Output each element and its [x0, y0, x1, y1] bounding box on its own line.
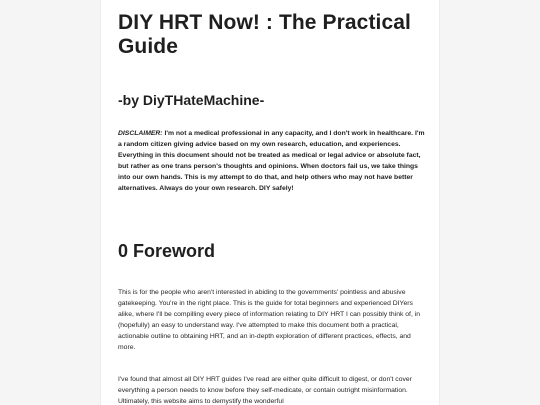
- disclaimer-paragraph: [118, 129, 428, 194]
- foreword-paragraph-2: I've found that almost all DIY HRT guides I've read are either quite difficult to digest, or don't cover everything a person needs to know before they self-medicate, or contain outright misinformation. Ultimately, this website aims to demystify the wonderful: [118, 376, 412, 405]
- foreword-paragraph-1: This is for the people who aren't interested in abiding to the governments' pointless and abusive gatekeeping. You're in the right place. This is the guide for total beginners and experienced DIYers alike, where I'll be compilling every piece of information relating to DIY HRT I can possibly think of, in (hopefully) an easy to understand way. I've attempted to make this document both a practical, actionable outline to obtaining HRT, and an in-depth exploration of different practices, effects, and more.: [118, 289, 421, 351]
- foreword-heading: 0 Foreword: [118, 241, 216, 261]
- disclaimer-label: DISCLAIMER:: [118, 130, 163, 137]
- author-byline: -by DiyTHateMachine-: [118, 92, 265, 108]
- disclaimer-text: I'm not a medical professional in any capacity, and I don't work in healthcare. I'm a random citizen giving advice based on my own research, education, and experiences. Everything in this document should not be treated as medical or legal advice or absolute fact, but rather as one trans person's thoughts and opinions. When doctors fail us, we take things into our own hands. This is my attempt to do that, and help others who may not have better alternatives. Always do your own research. DIY safely!: [118, 130, 425, 192]
- document-page: [101, 0, 439, 405]
- document-title: DIY HRT Now! : The Practical Guide: [118, 11, 411, 58]
